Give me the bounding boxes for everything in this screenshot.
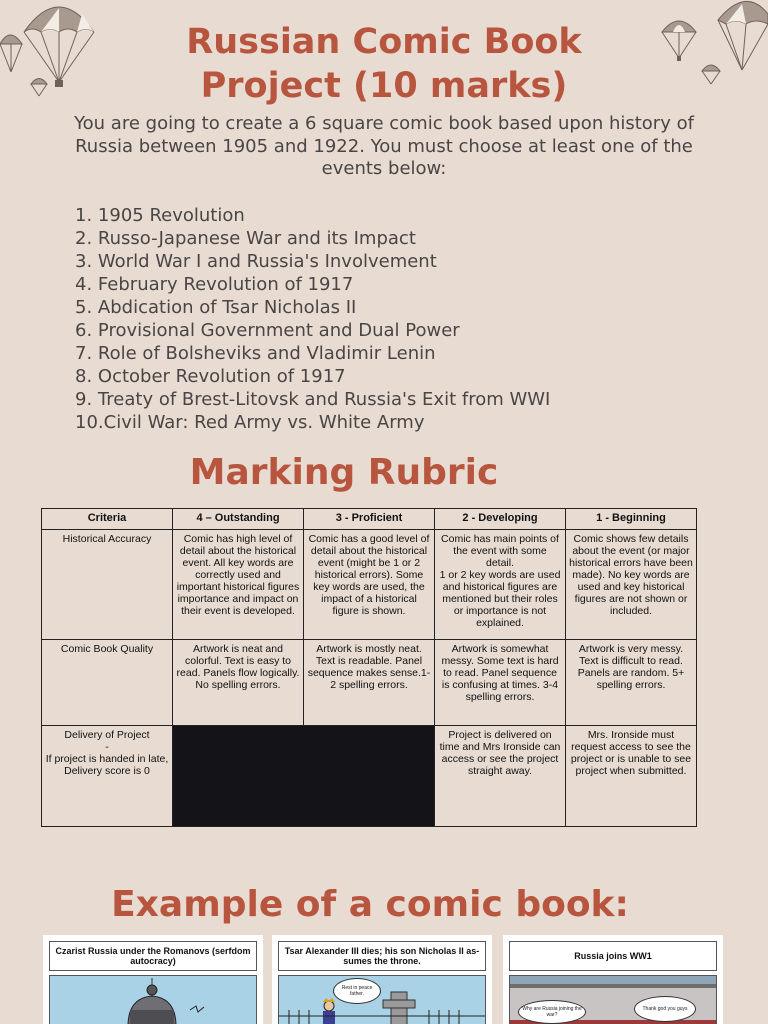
list-item: 3. World War I and Russia's Involvement [75,251,437,272]
rubric-cell: Project is delivered on time and Mrs Ironside can access or see the project straight away. [435,726,566,827]
page-title [0,20,768,108]
header-proficient: 3 - Proficient [304,509,435,530]
rubric-title: Marking Rubric [189,452,499,493]
comic-panel-2 [272,935,492,1024]
rubric-cell: Comic shows few details about the event (or major historical errors have been made). No key words are used and key historical figures are not shown or included. [566,530,697,640]
list-item: 10.Civil War: Red Army vs. White Army [75,412,425,433]
table-row [42,530,697,640]
header-developing: 2 - Developing [435,509,566,530]
graveyard-scene-icon [279,976,486,1024]
criteria-cell: Comic Book Quality [42,640,173,726]
comic-scene [49,975,257,1024]
list-item: 9. Treaty of Brest-Litovsk and Russia's Exit from WWI [75,389,551,410]
list-item: 1. 1905 Revolution [75,205,245,226]
comic-panel-3 [503,935,723,1024]
comic-caption: Tsar Alexander III dies; his son Nicholas II as-sumes the throne. [278,941,486,971]
rubric-cell: Artwork is very messy. Text is difficult to read. Panels are random. 5+ spelling errors. [566,640,697,726]
title-line-1: Russian Comic Book [186,22,582,62]
list-item: 2. Russo-Japanese War and its Impact [75,228,416,249]
list-item: 4. February Revolution of 1917 [75,274,354,295]
list-item: 8. October Revolution of 1917 [75,366,346,387]
criteria-cell: Delivery of Project - If project is handed in late, Delivery score is 0 [42,726,173,827]
list-item: 7. Role of Bolsheviks and Vladimir Lenin [75,343,436,364]
rubric-cell: Artwork is somewhat messy. Some text is hard to read. Panel sequence is confusing at times. 3-4 spelling errors. [435,640,566,726]
header-beginning: 1 - Beginning [566,509,697,530]
speech-bubble: Thank god you guys [634,996,696,1022]
header-outstanding: 4 – Outstanding [173,509,304,530]
rubric-table [41,508,697,827]
speech-bubble: Why are Russia joining the war? [518,1000,586,1024]
comic-caption: Russia joins WW1 [509,941,717,971]
table-row [42,640,697,726]
cathedral-dome-icon [50,976,257,1024]
title-line-2: Project (10 marks) [200,66,568,106]
rubric-cell: Comic has a good level of detail about the historical event (might be 1 or 2 historical errors). Some key words are used, the impact of a historical figure is shown. [304,530,435,640]
example-title: Example of a comic book: [111,884,629,925]
comic-panel-1 [43,935,263,1024]
comic-caption: Czarist Russia under the Romanovs (serfdom autocracy) [49,941,257,971]
event-list [75,204,550,434]
rubric-cell: Artwork is mostly neat. Text is readable. Panel sequence makes sense.1-2 spelling errors. [304,640,435,726]
rubric-cell: Comic has main points of the event with some detail. 1 or 2 key words are used and historical figures are mentioned but their roles or importance is not explained. [435,530,566,640]
speech-bubble: Rest in peace father. [333,978,381,1004]
table-header-row [42,509,697,530]
comic-scene [278,975,486,1024]
rubric-cell: Comic has high level of detail about the historical event. All key words are correctly used and important historical figures importance and impact on their event is developed. [173,530,304,640]
table-row [42,726,697,827]
list-item: 5. Abdication of Tsar Nicholas II [75,297,357,318]
comic-scene [509,975,717,1024]
criteria-cell: Historical Accuracy [42,530,173,640]
list-item: 6. Provisional Government and Dual Power [75,320,460,341]
intro-text: You are going to create a 6 square comic book based upon history of Russia between 1905 and 1922. You must choose at least one of the events below: [74,113,694,179]
rubric-cell: Artwork is neat and colorful. Text is easy to read. Panels flow logically. No spelling errors. [173,640,304,726]
rubric-cell: Mrs. Ironside must request access to see the project or is unable to see project when submitted. [566,726,697,827]
header-criteria: Criteria [42,509,173,530]
blacked-out-cell [173,726,435,827]
